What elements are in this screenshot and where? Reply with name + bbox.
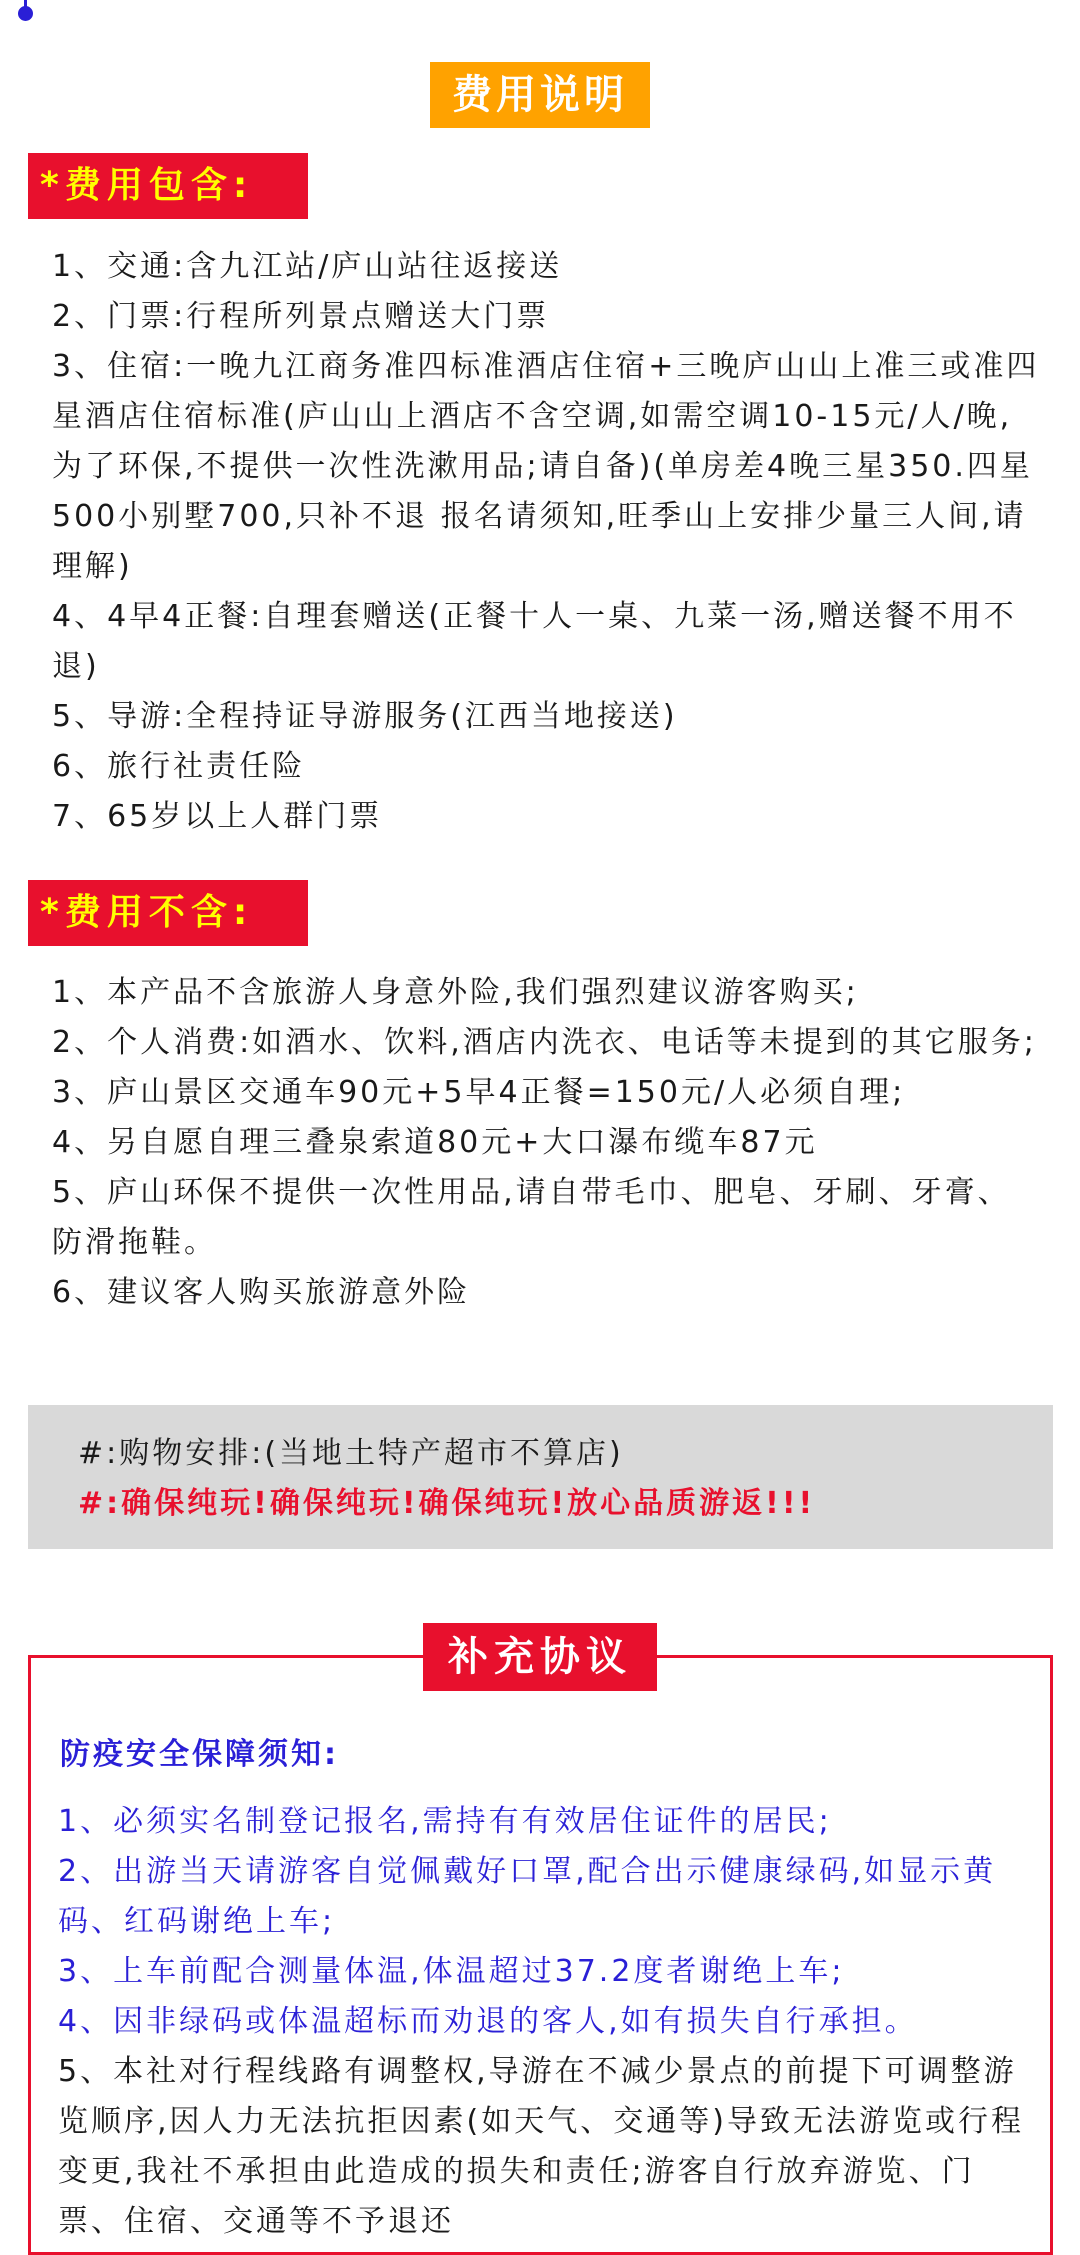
list-item: 5、本社对行程线路有调整权,导游在不减少景点的前提下可调整游览顺序,因人力无法抗拒因素(如天气、交通等)导致无法游览或行程变更,我社不承担由此造成的损失和责任;游客自行放弃游览、门票、住宿、交通等不予退还 xyxy=(58,2054,1024,2239)
list-item: 2、出游当天请游客自觉佩戴好口罩,配合出示健康绿码,如显示黄码、红码谢绝上车; xyxy=(58,1854,997,1939)
excluded-heading: *费用不含: xyxy=(28,880,308,946)
list-item: 7、65岁以上人群门票 xyxy=(52,799,383,834)
list-item: 1、必须实名制登记报名,需持有有效居住证件的居民; xyxy=(58,1804,832,1839)
included-heading: *费用包含: xyxy=(28,153,308,219)
page-title: 费用说明 xyxy=(430,62,650,128)
included-list xyxy=(52,242,1042,842)
notice-title: 防疫安全保障须知: xyxy=(60,1737,339,1772)
list-item: 4、另自愿自理三叠泉索道80元+大口瀑布缆车87元 xyxy=(52,1125,818,1160)
list-item: 4、4早4正餐:自理套赠送(正餐十人一桌、九菜一汤,赠送餐不用不退) xyxy=(52,599,1017,684)
list-item: 4、因非绿码或体温超标而劝退的客人,如有损失自行承担。 xyxy=(58,2004,918,2039)
pure-play-guarantee: #:确保纯玩!确保纯玩!确保纯玩!放心品质游返!!! xyxy=(78,1486,816,1521)
list-item: 1、交通:含九江站/庐山站往返接送 xyxy=(52,249,563,284)
list-item: 6、建议客人购买旅游意外险 xyxy=(52,1275,471,1310)
list-item: 5、导游:全程持证导游服务(江西当地接送) xyxy=(52,699,678,734)
list-item: 3、庐山景区交通车90元+5早4正餐=150元/人必须自理; xyxy=(52,1075,906,1110)
list-item: 3、住宿:一晚九江商务准四标准酒店住宿+三晚庐山山上准三或准四星酒店住宿标准(庐山山上酒店不含空调,如需空调10-15元/人/晚,为了环保,不提供一次性洗漱用品;请自备)(单房差4晚三星350.四星500小别墅700,只补不退 报名请须知,旺季山上安排少量三人间,请理解) xyxy=(52,349,1040,584)
list-item: 2、个人消费:如酒水、饮料,酒店内洗衣、电话等未提到的其它服务; xyxy=(52,1025,1037,1060)
bullet-marker-icon xyxy=(16,0,36,22)
list-item: 2、门票:行程所列景点赠送大门票 xyxy=(52,299,550,334)
agreement-heading: 补充协议 xyxy=(423,1623,657,1691)
list-item: 6、旅行社责任险 xyxy=(52,749,306,784)
list-item: 3、上车前配合测量体温,体温超过37.2度者谢绝上车; xyxy=(58,1954,845,1989)
shopping-arrangement: #:购物安排:(当地土特产超市不算店) xyxy=(78,1436,624,1471)
shopping-box xyxy=(28,1405,1053,1549)
excluded-list xyxy=(52,968,1042,1318)
page-title-wrap xyxy=(0,62,1080,128)
list-item: 5、庐山环保不提供一次性用品,请自带毛巾、肥皂、牙刷、牙膏、防滑拖鞋。 xyxy=(52,1175,1011,1260)
agreement-list xyxy=(58,1797,1033,2247)
list-item: 1、本产品不含旅游人身意外险,我们强烈建议游客购买; xyxy=(52,975,859,1010)
